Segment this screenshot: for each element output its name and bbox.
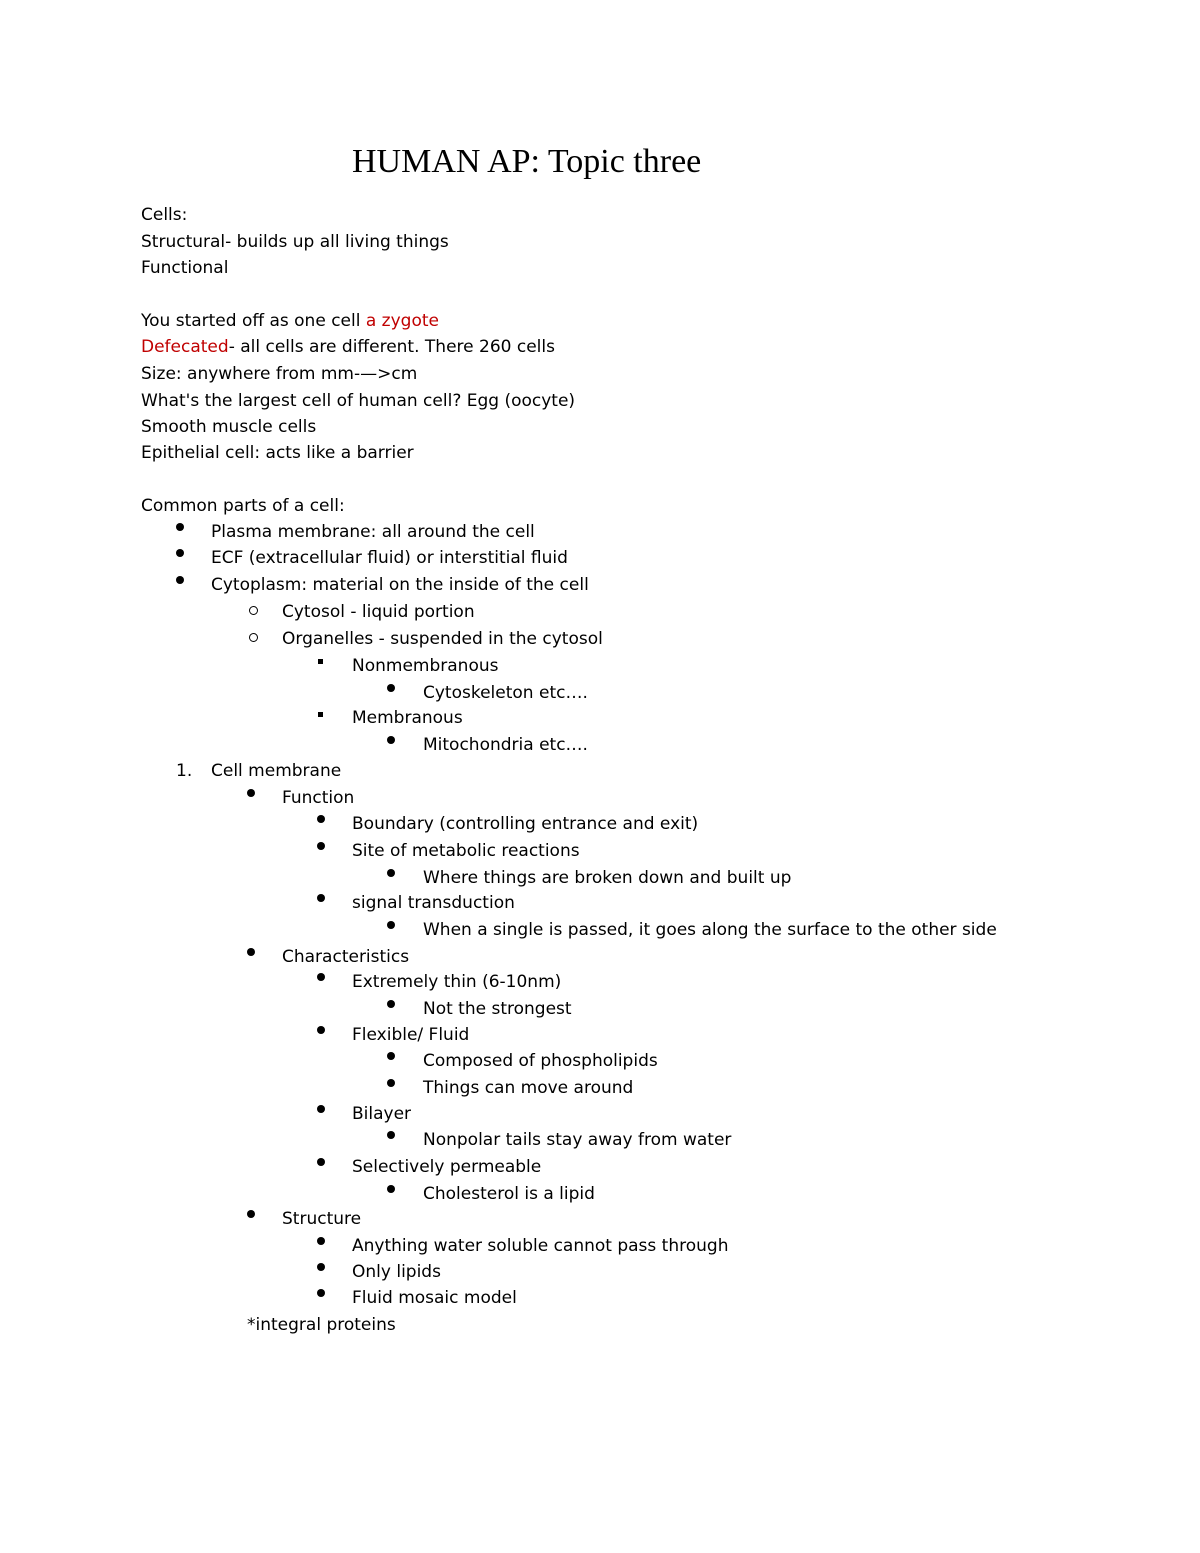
bullet-dot-icon: [247, 1210, 255, 1218]
list-item-organelles: Organelles - suspended in the cytosol: [282, 629, 603, 649]
bullet-dot-icon: [317, 1158, 325, 1166]
list-item-boundary: Boundary (controlling entrance and exit): [352, 814, 699, 834]
smooth-muscle-line: Smooth muscle cells: [141, 417, 317, 437]
bullet-dot-icon: [317, 894, 325, 902]
list-item-cytoplasm: Cytoplasm: material on the inside of the cell: [211, 575, 589, 595]
bullet-dot-icon: [317, 1263, 325, 1271]
list-item-nonmembranous: Nonmembranous: [352, 656, 499, 676]
list-item-only-lipids: Only lipids: [352, 1262, 441, 1282]
bullet-dot-icon: [317, 1026, 325, 1034]
cell-membrane-heading: Cell membrane: [211, 761, 342, 781]
list-item-move-around: Things can move around: [423, 1078, 634, 1098]
list-item-structure: Structure: [282, 1209, 362, 1229]
structural-line: Structural- builds up all living things: [141, 232, 449, 252]
bullet-circle-icon: [249, 606, 258, 615]
bullet-dot-icon: [317, 1237, 325, 1245]
list-item-ecf: ECF (extracellular fluid) or interstitial fluid: [211, 548, 568, 568]
bullet-dot-icon: [176, 523, 184, 531]
bullet-dot-icon: [317, 1289, 325, 1297]
bullet-dot-icon: [317, 1105, 325, 1113]
list-item-where-things: Where things are broken down and built up: [423, 868, 792, 888]
bullet-dot-icon: [387, 1052, 395, 1060]
list-item-when-single: When a single is passed, it goes along the surface to the other side: [423, 920, 997, 940]
list-item-cytosol: Cytosol - liquid portion: [282, 602, 475, 622]
defecated-rest: - all cells are different. There 260 cells: [228, 337, 555, 357]
bullet-dot-icon: [387, 1185, 395, 1193]
zygote-highlight: a zygote: [365, 311, 439, 331]
bullet-dot-icon: [176, 576, 184, 584]
defecated-line: [141, 334, 555, 360]
list-item-fluid-mosaic: Fluid mosaic model: [352, 1288, 517, 1308]
bullet-dot-icon: [317, 973, 325, 981]
bullet-dot-icon: [387, 684, 395, 692]
bullet-dot-icon: [176, 549, 184, 557]
list-item-bilayer: Bilayer: [352, 1104, 412, 1124]
bullet-dot-icon: [387, 1131, 395, 1139]
list-item-metabolic: Site of metabolic reactions: [352, 841, 580, 861]
list-item-flexible: Flexible/ Fluid: [352, 1025, 470, 1045]
list-item-thin: Extremely thin (6-10nm): [352, 972, 562, 992]
bullet-square-icon: [318, 712, 323, 717]
started-line: [141, 308, 439, 334]
bullet-dot-icon: [387, 1079, 395, 1087]
page-title: HUMAN AP: Topic three: [352, 143, 702, 180]
bullet-square-icon: [318, 659, 323, 664]
list-item-not-strongest: Not the strongest: [423, 999, 572, 1019]
list-item-plasma: Plasma membrane: all around the cell: [211, 522, 535, 542]
bullet-dot-icon: [317, 842, 325, 850]
largest-cell-line: What's the largest cell of human cell? Egg (oocyte): [141, 391, 576, 411]
defecated-highlight: Defecated: [141, 337, 229, 357]
bullet-dot-icon: [247, 948, 255, 956]
list-item-phospholipids: Composed of phospholipids: [423, 1051, 658, 1071]
cells-label: Cells:: [141, 205, 188, 225]
size-line: Size: anywhere from mm-—>cm: [141, 364, 418, 384]
list-item-characteristics: Characteristics: [282, 947, 410, 967]
functional-line: Functional: [141, 258, 229, 278]
bullet-dot-icon: [387, 1000, 395, 1008]
list-item-membranous: Membranous: [352, 708, 463, 728]
epithelial-line: Epithelial cell: acts like a barrier: [141, 443, 414, 463]
list-item-nonpolar: Nonpolar tails stay away from water: [423, 1130, 732, 1150]
list-item-cytoskeleton: Cytoskeleton etc….: [423, 683, 588, 703]
list-item-function: Function: [282, 788, 355, 808]
bullet-circle-icon: [249, 633, 258, 642]
list-number: 1.: [176, 761, 193, 781]
list-item-cholesterol: Cholesterol is a lipid: [423, 1184, 595, 1204]
bullet-dot-icon: [387, 869, 395, 877]
bullet-dot-icon: [247, 789, 255, 797]
bullet-dot-icon: [387, 736, 395, 744]
bullet-dot-icon: [387, 921, 395, 929]
common-parts-heading: Common parts of a cell:: [141, 496, 345, 516]
list-item-signal: signal transduction: [352, 893, 515, 913]
bullet-dot-icon: [317, 815, 325, 823]
list-item-selective: Selectively permeable: [352, 1157, 542, 1177]
list-item-water-soluble: Anything water soluble cannot pass through: [352, 1236, 729, 1256]
integral-proteins-note: *integral proteins: [247, 1315, 396, 1335]
list-item-mitochondria: Mitochondria etc….: [423, 735, 588, 755]
started-prefix: You started off as one cell: [141, 311, 366, 331]
